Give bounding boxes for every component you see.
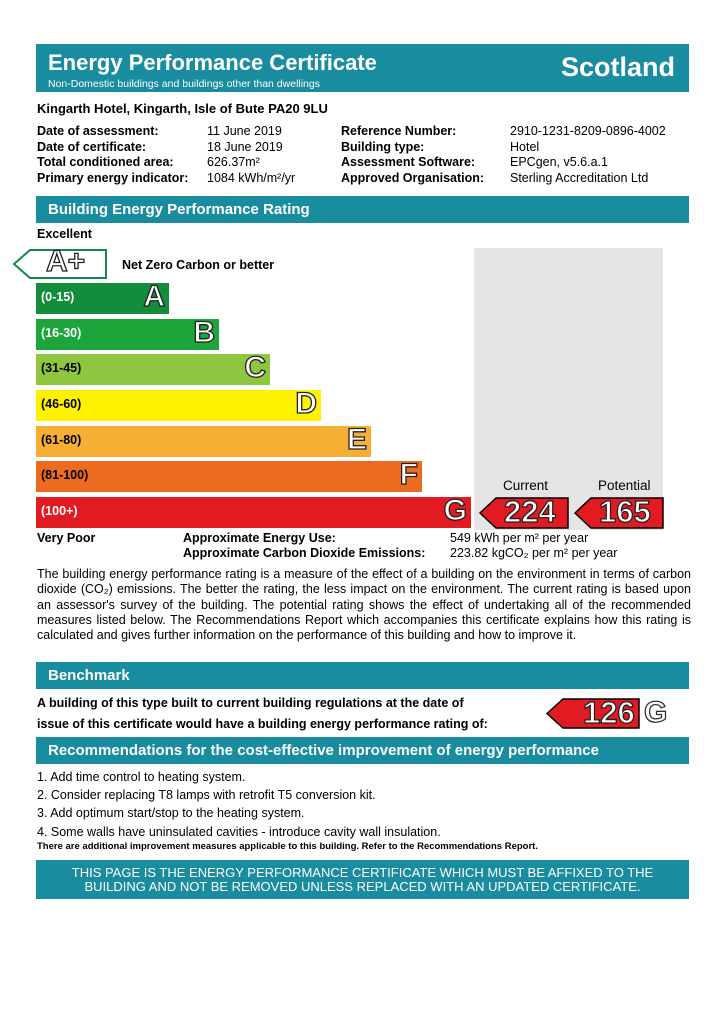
band-letter: B bbox=[193, 316, 215, 349]
certificate-footer bbox=[36, 860, 689, 899]
band-range: (0-15) bbox=[41, 290, 75, 304]
detail-label: Assessment Software: bbox=[341, 155, 476, 169]
footer-line-2: BUILDING AND NOT BE REMOVED UNLESS REPLACED WITH AN UPDATED CERTIFICATE. bbox=[84, 879, 641, 894]
detail-label: Building type: bbox=[341, 139, 425, 154]
band-range: (81-100) bbox=[41, 468, 89, 482]
detail-value: Hotel bbox=[510, 139, 540, 154]
net-zero-label: Net Zero Carbon or better bbox=[122, 258, 275, 272]
detail-value: 18 June 2019 bbox=[207, 139, 283, 154]
potential-label: Potential bbox=[598, 478, 651, 493]
rating-band-f bbox=[36, 458, 422, 492]
aplus-letter: A+ bbox=[46, 245, 86, 278]
rating-band-d bbox=[36, 387, 321, 421]
detail-label: Date of assessment: bbox=[37, 124, 159, 138]
co2-label: Approximate Carbon Dioxide Emissions: bbox=[183, 546, 426, 560]
usage-labels bbox=[183, 531, 425, 561]
rating-band-b bbox=[36, 316, 219, 350]
recommendation-item: 3. Add optimum start/stop to the heating system. bbox=[37, 806, 305, 821]
certificate-subtitle: Non-Domestic buildings and buildings other than dwellings bbox=[48, 78, 320, 90]
recommendations-title: Recommendations for the cost-effective improvement of energy performance bbox=[36, 737, 689, 764]
recommendations-note: There are additional improvement measures applicable to this building. Refer to the Recommendations Report. bbox=[37, 841, 538, 852]
benchmark-letter: G bbox=[644, 696, 668, 729]
benchmark-text bbox=[37, 693, 488, 735]
footer-line-1: THIS PAGE IS THE ENERGY PERFORMANCE CERTIFICATE WHICH MUST BE AFFIXED TO THE bbox=[71, 865, 654, 880]
rating-band-a bbox=[36, 280, 169, 314]
benchmark-line-2: issue of this certificate would have a building energy performance rating of: bbox=[37, 717, 488, 731]
detail-label: Primary energy indicator: bbox=[37, 170, 189, 185]
band-letter: C bbox=[244, 351, 266, 384]
benchmark-title: Benchmark bbox=[36, 662, 689, 689]
band-letter: F bbox=[399, 458, 418, 491]
band-letter: G bbox=[443, 494, 467, 527]
detail-value: 2910-1231-8209-0896-4002 bbox=[510, 124, 666, 138]
band-letter: D bbox=[295, 387, 317, 420]
detail-value: EPCgen, v5.6.a.1 bbox=[510, 155, 608, 169]
recommendations-list bbox=[37, 768, 441, 841]
band-letter: E bbox=[346, 423, 367, 456]
detail-value: 1084 kWh/m²/yr bbox=[207, 170, 296, 185]
details-left-labels bbox=[37, 124, 188, 186]
building-address: Kingarth Hotel, Kingarth, Isle of Bute PA20 9LU bbox=[37, 101, 328, 116]
certificate-title: Energy Performance Certificate bbox=[48, 50, 377, 75]
band-range: (61-80) bbox=[41, 433, 82, 447]
details-right-values bbox=[510, 124, 666, 186]
band-range: (46-60) bbox=[41, 397, 82, 411]
detail-label: Date of certificate: bbox=[37, 139, 147, 154]
rating-description: The building energy performance rating is a measure of the effect of a building on the environment in terms of carbon dioxide (CO₂) emissions. The better the rating, the less impact on the environment. The current rating is based upon an assessor's survey of the building. The potential rating shows the effect of undertaking all of the recommended measures listed below. The Recommendations Report which accompanies this certificate explains how this rating is calculated and gives further information on the performance of this building and how to improve it. bbox=[37, 567, 691, 643]
details-right-labels bbox=[341, 124, 484, 186]
current-label: Current bbox=[503, 478, 549, 493]
detail-value: Sterling Accreditation Ltd bbox=[510, 170, 649, 185]
recommendation-item: 1. Add time control to heating system. bbox=[37, 770, 246, 784]
excellent-label: Excellent bbox=[37, 227, 92, 241]
detail-label: Approved Organisation: bbox=[341, 170, 485, 185]
band-range: (16-30) bbox=[41, 326, 82, 340]
co2-value: 223.82 kgCO₂ per m² per year bbox=[450, 546, 618, 560]
recommendation-item: 2. Consider replacing T8 lamps with retrofit T5 conversion kit. bbox=[37, 788, 376, 803]
band-letter: A bbox=[143, 280, 165, 313]
rating-section-title: Building Energy Performance Rating bbox=[36, 196, 689, 223]
detail-value: 626.37m² bbox=[207, 155, 260, 169]
rating-band-g bbox=[36, 494, 471, 528]
usage-values bbox=[450, 531, 617, 561]
band-range: (31-45) bbox=[41, 361, 82, 375]
potential-rating-value: 165 bbox=[599, 494, 651, 529]
recommendation-item: 4. Some walls have uninsulated cavities - introduce cavity wall insulation. bbox=[37, 824, 441, 839]
very-poor-label: Very Poor bbox=[37, 531, 96, 545]
benchmark-value: 126 bbox=[583, 695, 635, 730]
certificate-header bbox=[36, 44, 689, 92]
detail-label: Reference Number: bbox=[341, 124, 457, 138]
details-left-values bbox=[207, 124, 295, 186]
current-rating-value: 224 bbox=[504, 494, 556, 529]
energy-use-value: 549 kWh per m² per year bbox=[450, 531, 589, 545]
rating-band-c bbox=[36, 351, 270, 385]
benchmark-line-1: A building of this type built to current building regulations at the date of bbox=[37, 696, 464, 710]
band-range: (100+) bbox=[41, 504, 78, 518]
energy-use-label: Approximate Energy Use: bbox=[183, 531, 336, 545]
region-label: Scotland bbox=[560, 52, 675, 82]
detail-label: Total conditioned area: bbox=[37, 155, 174, 169]
rating-band-e bbox=[36, 423, 371, 457]
detail-value: 11 June 2019 bbox=[207, 124, 282, 138]
